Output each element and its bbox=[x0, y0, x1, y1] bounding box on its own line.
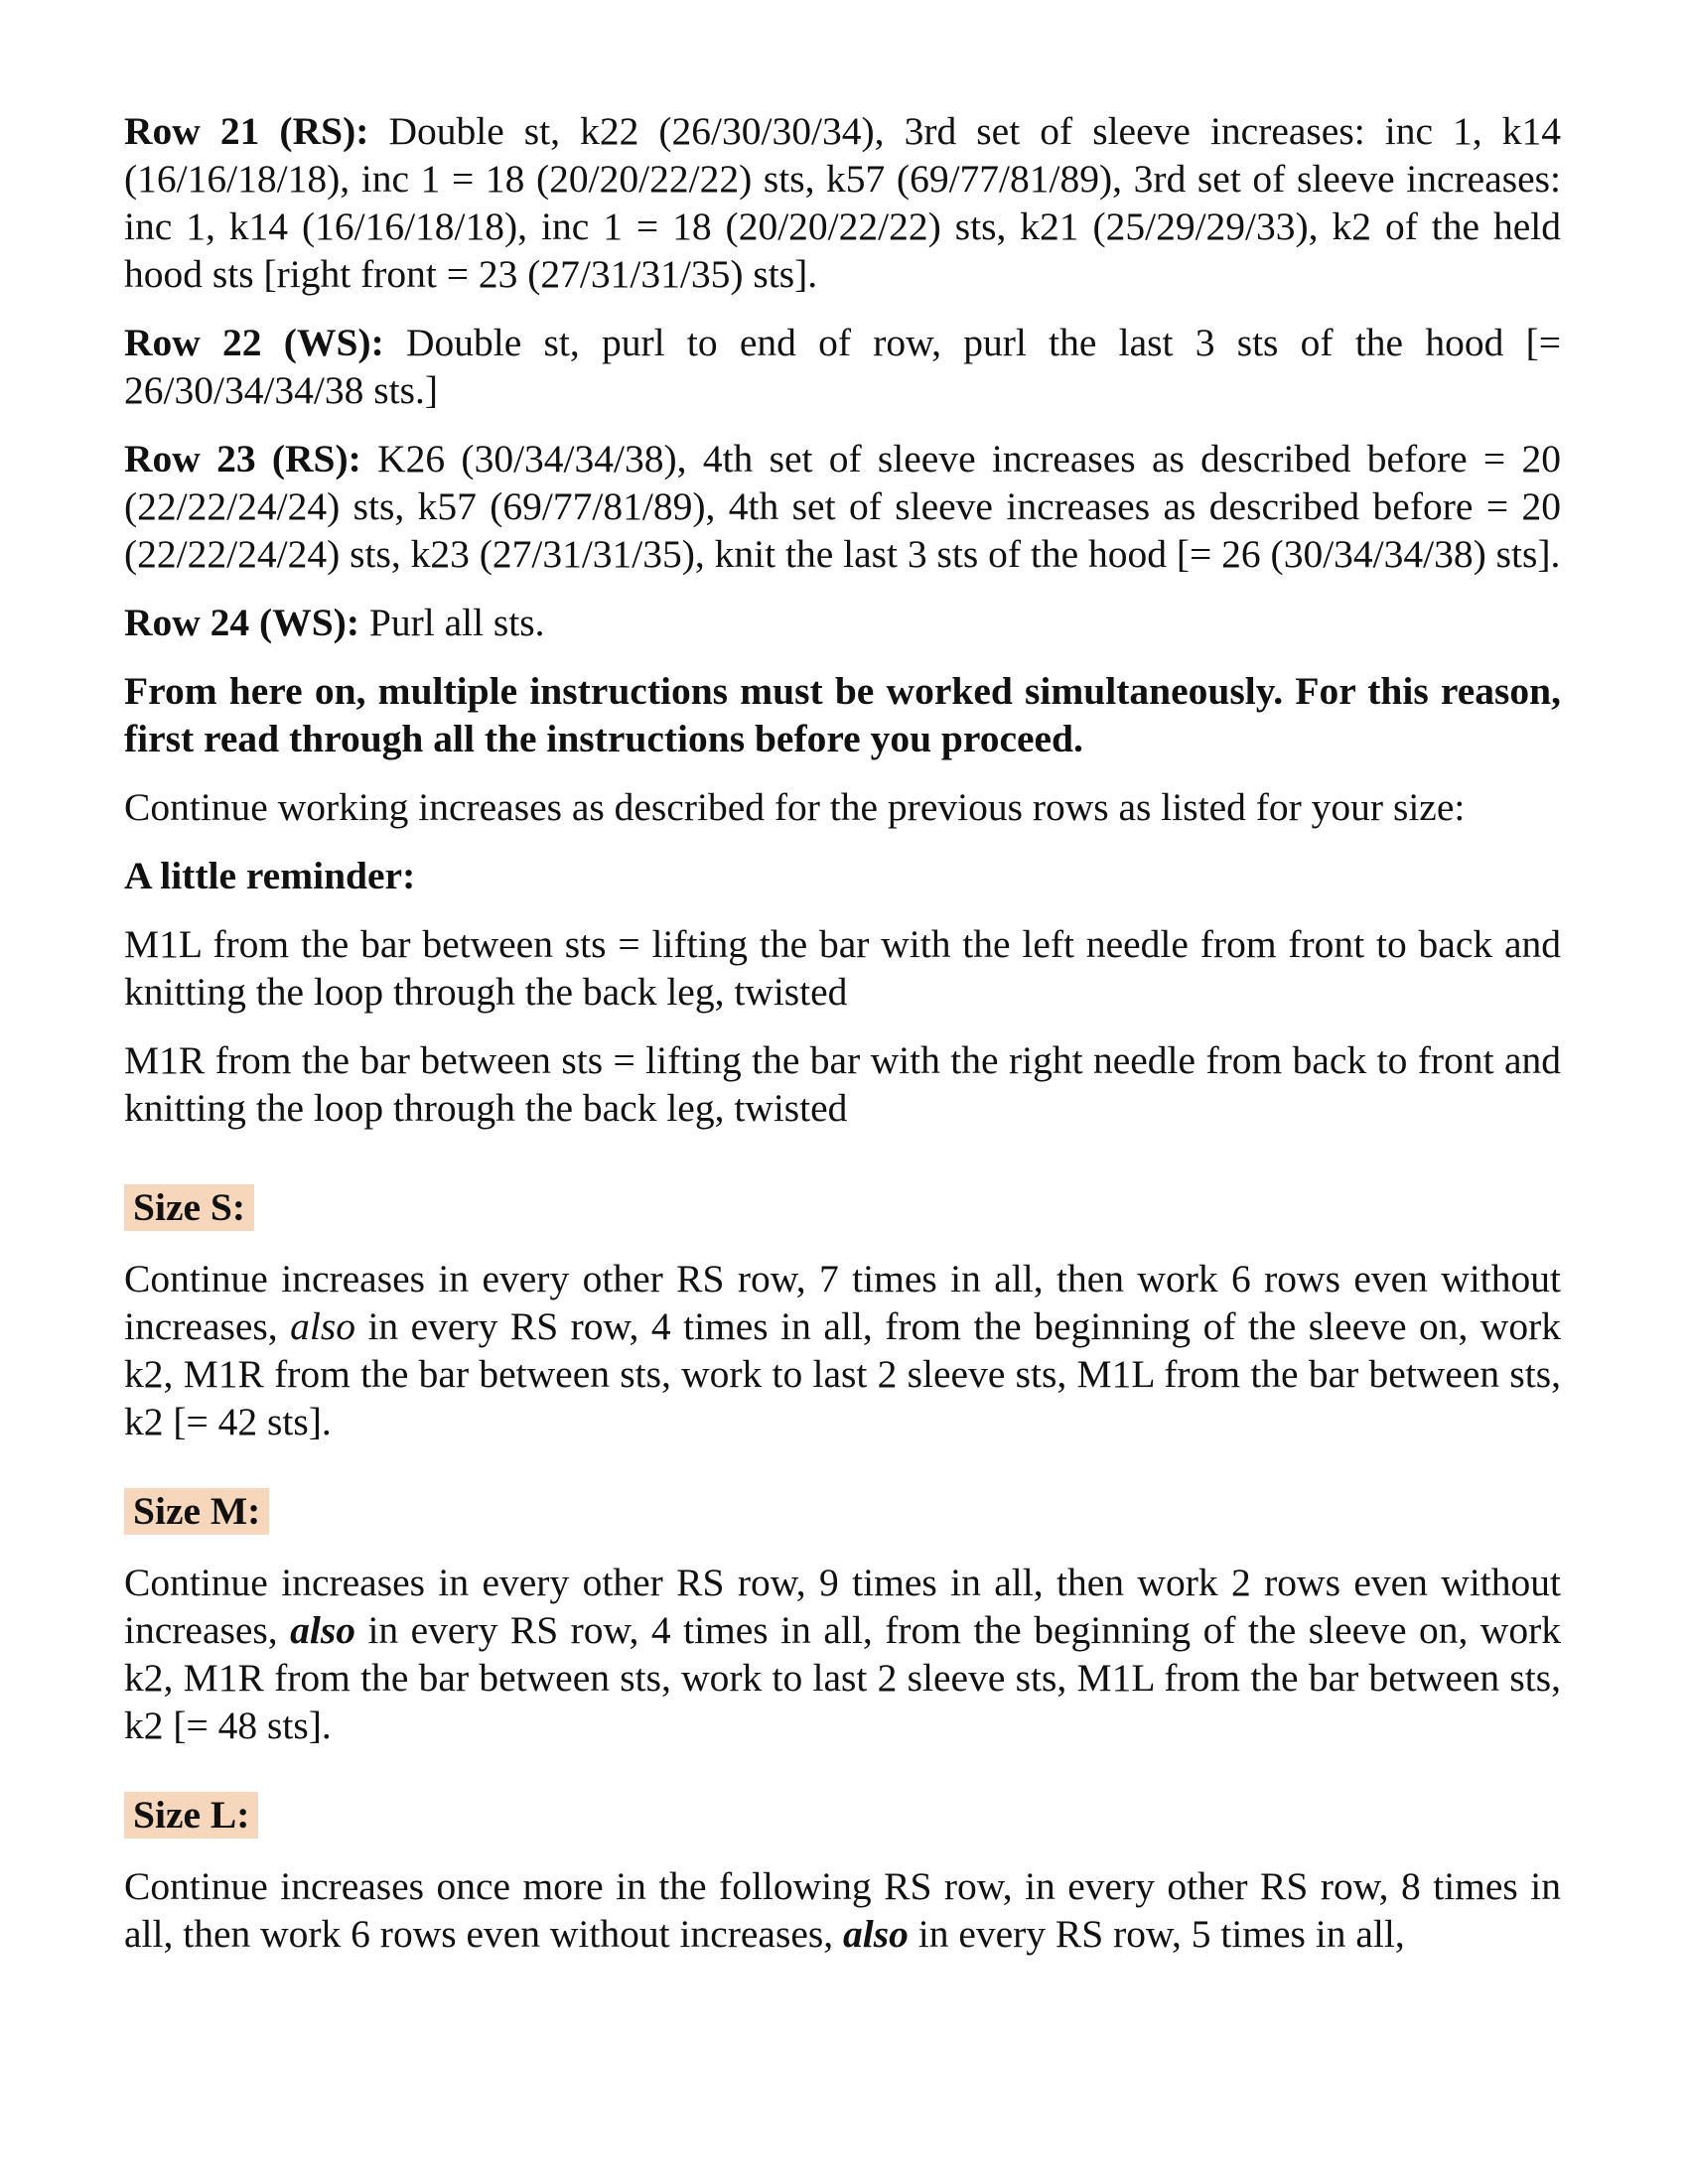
size-instructions bbox=[124, 1559, 1561, 1749]
size-s-section bbox=[124, 1162, 1561, 1445]
row-24-paragraph bbox=[124, 599, 1561, 646]
size-heading: Size S: bbox=[124, 1184, 254, 1231]
row-21-paragraph bbox=[124, 107, 1561, 298]
document-page bbox=[124, 107, 1561, 1979]
row-label: Row 22 (WS): bbox=[124, 321, 384, 364]
size-l-section bbox=[124, 1770, 1561, 1958]
spacer bbox=[124, 1153, 1561, 1162]
size-instructions bbox=[124, 1255, 1561, 1445]
m1l-definition: M1L from the bar between sts = lifting the bar with the left needle from front to back and knitting the loop through the back leg, twisted bbox=[124, 922, 1561, 1014]
emphasis-also: also bbox=[842, 1912, 909, 1956]
row-22-paragraph bbox=[124, 319, 1561, 414]
row-23-paragraph bbox=[124, 435, 1561, 578]
emphasis-also: also bbox=[290, 1608, 355, 1652]
size-heading: Size M: bbox=[124, 1488, 269, 1535]
row-instructions: Double st, purl to end of row, purl the last 3 sts of the hood [= 26/30/34/34/38 sts.] bbox=[124, 321, 1562, 412]
row-label: Row 24 (WS): bbox=[124, 601, 359, 644]
row-instructions: Purl all sts. bbox=[358, 601, 545, 644]
size-text-after: in every RS row, 4 times in all, from the beginning of the sleeve on, work k2, M1R from the bar between sts, work to last 2 sleeve sts, M1L from the bar between sts, k2 [= 42 sts]. bbox=[124, 1304, 1561, 1443]
size-text-after: in every RS row, 4 times in all, from the beginning of the sleeve on, work k2, M1R from the bar between sts, work to last 2 sleeve sts, M1L from the bar between sts, k2 [= 48 sts]. bbox=[124, 1608, 1561, 1747]
size-text-after: in every RS row, 5 times in all, bbox=[908, 1912, 1405, 1956]
row-instructions: Double st, k22 (26/30/30/34), 3rd set of sleeve increases: inc 1, k14 (16/16/18/18), inc 1 = 18 (20/20/22/22) sts, k57 (69/77/81/89), 3rd set of sleeve increases: inc 1, k14 (16/16/18/18), inc 1 = 18 (20/20/22/22) sts, k21 (25/29/29/33), k2 of the held hood sts [right front = 23 (27/31/31/35) sts]. bbox=[124, 109, 1561, 296]
continue-text: Continue working increases as described for the previous rows as listed for your size: bbox=[124, 785, 1466, 829]
row-instructions: K26 (30/34/34/38), 4th set of sleeve increases as described before = 20 (22/22/24/24) sts, k57 (69/77/81/89), 4th set of sleeve increases as described before = 20 (22/22/24/24) sts, k23 (27/31/31/35), knit the last 3 sts of the hood [= 26 (30/34/34/38) sts]. bbox=[124, 437, 1561, 576]
size-heading: Size L: bbox=[124, 1792, 258, 1839]
size-text-before: Continue increases in every other RS row, 7 times in all, then work 6 rows even without increases, bbox=[124, 1257, 1561, 1348]
row-label: Row 23 (RS): bbox=[124, 437, 361, 480]
size-text-before: Continue increases in every other RS row, 9 times in all, then work 2 rows even without increases, bbox=[124, 1561, 1561, 1652]
size-text-before: Continue increases once more in the following RS row, in every other RS row, 8 times in all, then work 6 rows even without increases, bbox=[124, 1864, 1561, 1956]
size-m-section bbox=[124, 1466, 1561, 1749]
row-label: Row 21 (RS): bbox=[124, 109, 369, 153]
simultaneous-note: From here on, multiple instructions must be worked simultaneously. For this reason, first read through all the instructions before you proceed. bbox=[124, 669, 1561, 760]
reminder-heading: A little reminder: bbox=[124, 854, 416, 897]
emphasis-also: also bbox=[290, 1304, 355, 1348]
m1r-definition: M1R from the bar between sts = lifting the bar with the right needle from back to front and knitting the loop through the back leg, twisted bbox=[124, 1038, 1561, 1130]
size-instructions bbox=[124, 1862, 1561, 1958]
